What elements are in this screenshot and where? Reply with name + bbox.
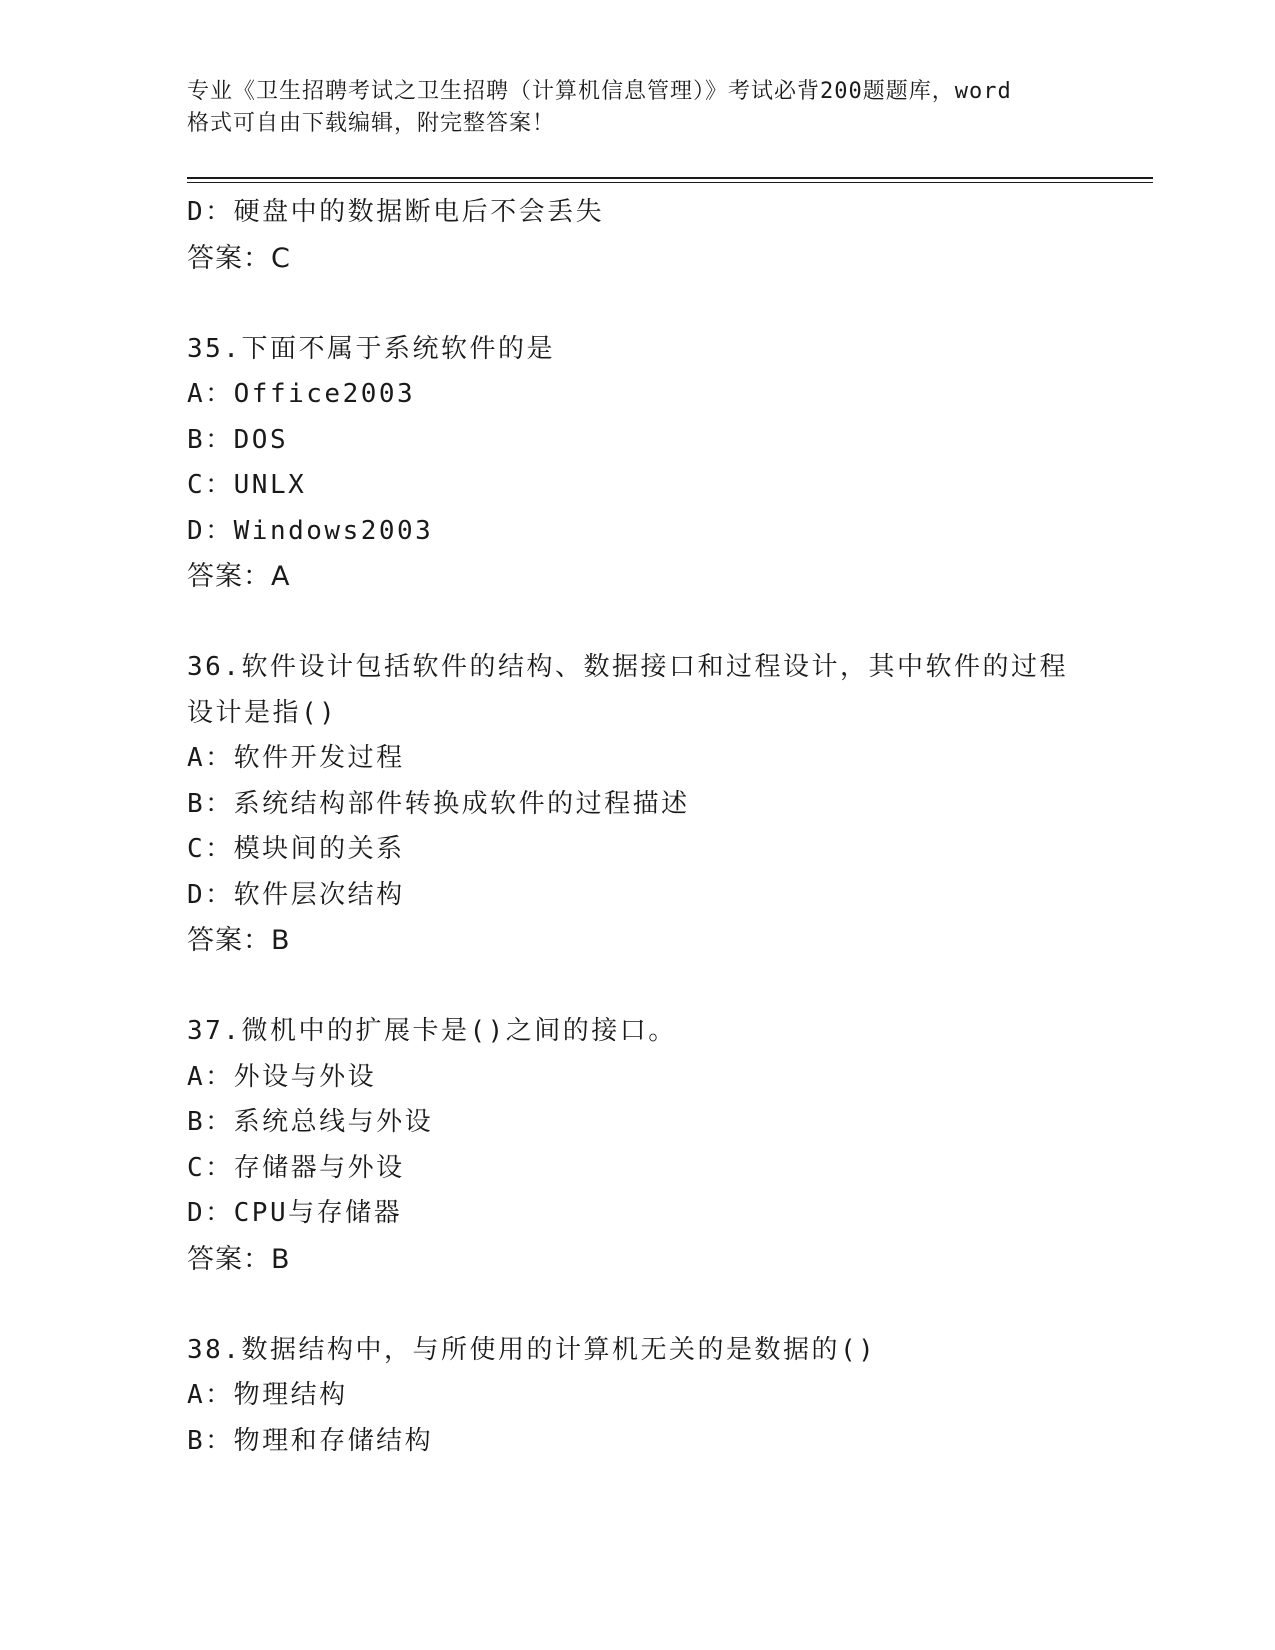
answer-label: 答案：B xyxy=(187,925,291,956)
answer-label: 答案：C xyxy=(187,242,291,274)
question-stem-line-1: 36.软件设计包括软件的结构、数据接口和过程设计，其中软件的过程 xyxy=(187,652,1068,682)
option-b: B：DOS xyxy=(187,424,289,455)
option-b: B：物理和存储结构 xyxy=(187,1425,434,1456)
question-35 xyxy=(187,327,1087,600)
question-list xyxy=(187,190,1087,1464)
option-a: A：Office2003 xyxy=(187,379,416,409)
spacer xyxy=(187,964,1087,1010)
option-b: B：系统总线与外设 xyxy=(187,1107,434,1137)
option-d: D：软件层次结构 xyxy=(187,879,405,910)
header-divider-thin xyxy=(187,182,1153,183)
option-a: A：物理结构 xyxy=(187,1380,348,1410)
spacer xyxy=(187,600,1087,646)
answer-label: 答案：B xyxy=(187,1243,291,1275)
option-c: C：存储器与外设 xyxy=(187,1152,405,1183)
question-stem-line-2: 设计是指() xyxy=(187,697,338,728)
spacer xyxy=(187,281,1087,327)
option-b: B：系统结构部件转换成软件的过程描述 xyxy=(187,788,690,819)
question-38 xyxy=(187,1328,1087,1465)
answer-label: 答案：A xyxy=(187,561,291,592)
option-c: C：模块间的关系 xyxy=(187,834,405,864)
option-c: C：UNLX xyxy=(187,470,307,500)
question-36 xyxy=(187,645,1087,964)
header-title-line-2: 格式可自由下载编辑，附完整答案！ xyxy=(187,111,556,136)
header-title-line-1: 专业《卫生招聘考试之卫生招聘（计算机信息管理）》考试必背200题题库，word xyxy=(187,79,1012,104)
spacer xyxy=(187,1282,1087,1328)
option-a: A：软件开发过程 xyxy=(187,743,405,773)
document-header xyxy=(187,76,1087,140)
option-a: A：外设与外设 xyxy=(187,1061,377,1092)
option-d: D：CPU与存储器 xyxy=(187,1198,403,1228)
option-d: D：硬盘中的数据断电后不会丢失 xyxy=(187,197,605,227)
question-37 xyxy=(187,1009,1087,1282)
question-stem: 38.数据结构中，与所使用的计算机无关的是数据的() xyxy=(187,1334,877,1365)
question-stem: 37.微机中的扩展卡是()之间的接口。 xyxy=(187,1016,677,1046)
question-34-tail xyxy=(187,190,1087,281)
header-divider-thick xyxy=(187,177,1153,179)
option-d: D：Windows2003 xyxy=(187,515,434,546)
question-stem: 35.下面不属于系统软件的是 xyxy=(187,333,555,364)
